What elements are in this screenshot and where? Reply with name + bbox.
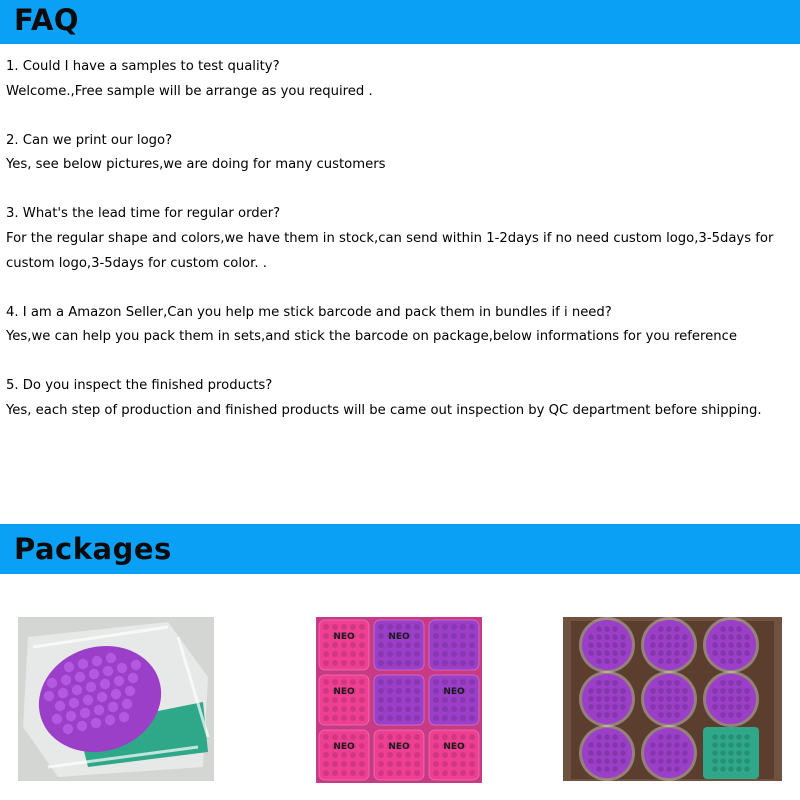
faq-answer: Yes, see below pictures,we are doing for many customers <box>6 157 386 173</box>
package-photo-bagged-round-popper <box>18 617 214 781</box>
faq-answer: Yes, each step of production and finished products will be came out inspection by QC department before shipping. <box>6 402 762 418</box>
svg-text:NEO: NEO <box>333 687 355 697</box>
svg-text:NEO: NEO <box>333 632 355 642</box>
faq-item-1 <box>6 55 800 104</box>
faq-question: 2. Can we print our logo? <box>6 132 173 148</box>
svg-text:NEO: NEO <box>443 687 465 697</box>
svg-text:NEO: NEO <box>388 742 410 752</box>
faq-item-4 <box>6 301 800 350</box>
faq-answer: Yes,we can help you pack them in sets,and stick the barcode on package,below informations for you reference <box>6 329 737 345</box>
faq-answer: For the regular shape and colors,we have them in stock,can send within 1-2days if no need custom logo,3-5days for custom logo,3-5days for custom color. . <box>6 230 774 271</box>
package-photo-logo-square-poppers <box>316 617 482 783</box>
faq-question: 5. Do you inspect the finished products? <box>6 378 273 394</box>
svg-text:NEO: NEO <box>333 742 355 752</box>
faq-question: 1. Could I have a samples to test quality? <box>6 59 280 74</box>
svg-text:NEO: NEO <box>443 742 465 752</box>
package-photo-boxed-poppers <box>563 617 782 781</box>
faq-item-5 <box>6 374 800 423</box>
faq-title: FAQ <box>14 3 80 37</box>
faq-item-2 <box>6 129 800 178</box>
faq-item-3 <box>6 202 800 276</box>
svg-text:NEO: NEO <box>388 632 410 642</box>
faq-header-bar <box>0 0 800 44</box>
packages-header-bar <box>0 524 800 574</box>
packages-title: Packages <box>14 532 172 566</box>
faq-answer: Welcome.,Free sample will be arrange as you required . <box>6 83 373 99</box>
faq-question: 4. I am a Amazon Seller,Can you help me stick barcode and pack them in bundles if i need? <box>6 304 612 320</box>
faq-question: 3. What's the lead time for regular order? <box>6 206 281 222</box>
faq-list <box>6 55 800 448</box>
